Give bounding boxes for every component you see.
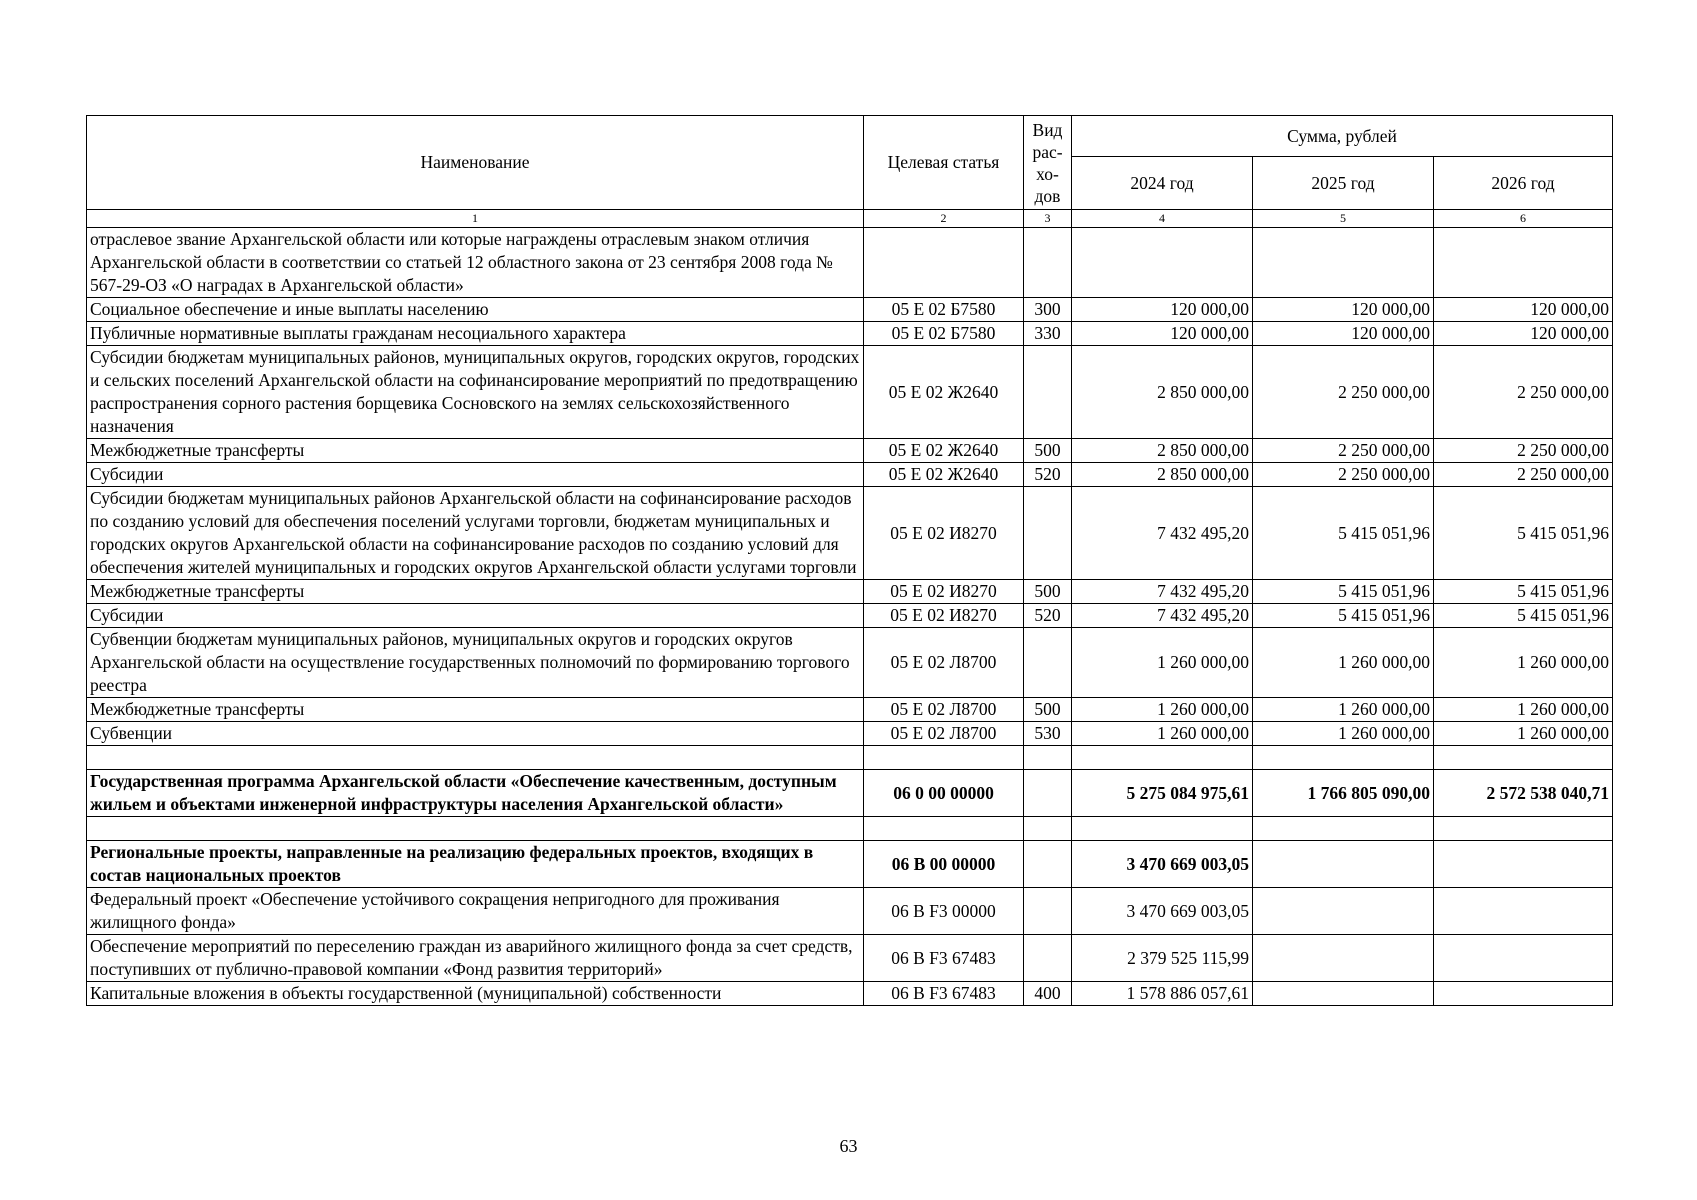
- cell-target-article: 06 В F3 67483: [864, 982, 1024, 1006]
- cell-expense-type: [1024, 841, 1072, 888]
- column-index-row: [87, 210, 1613, 228]
- cell-expense-type: [1024, 228, 1072, 298]
- header-year-2026: 2026 год: [1434, 157, 1613, 210]
- cell-target-article: 05 Е 02 Б7580: [864, 298, 1024, 322]
- page-number: 63: [839, 1136, 858, 1156]
- cell-expense-type: 300: [1024, 298, 1072, 322]
- cell-target-article: 05 Е 02 И8270: [864, 487, 1024, 580]
- cell-name: Государственная программа Архангельской области «Обеспечение качественным, доступным жильем и объектами инженерной инфраструктуры населения Архангельской области»: [87, 770, 864, 817]
- header-year-2024: 2024 год: [1072, 157, 1253, 210]
- column-index: 4: [1072, 210, 1253, 228]
- cell-sum-2024: [1072, 746, 1253, 770]
- cell-target-article: 06 В F3 00000: [864, 888, 1024, 935]
- cell-name: Субвенции: [87, 722, 864, 746]
- header-article: Целевая статья: [864, 116, 1024, 210]
- cell-expense-type: 500: [1024, 698, 1072, 722]
- cell-target-article: [864, 228, 1024, 298]
- cell-name: Социальное обеспечение и иные выплаты населению: [87, 298, 864, 322]
- column-index: 6: [1434, 210, 1613, 228]
- cell-target-article: 05 Е 02 Л8700: [864, 722, 1024, 746]
- cell-sum-2025: 2 250 000,00: [1253, 439, 1434, 463]
- cell-name: Субсидии бюджетам муниципальных районов, муниципальных округов, городских округов, городских и сельских поселений Архангельской области на софинансирование мероприятий по предотвращению распространения сорного растения борщевика Сосновского на землях сельскохозяйственного назначения: [87, 346, 864, 439]
- cell-target-article: 05 Е 02 И8270: [864, 580, 1024, 604]
- cell-sum-2024: 2 850 000,00: [1072, 346, 1253, 439]
- cell-sum-2026: 120 000,00: [1434, 298, 1613, 322]
- cell-sum-2025: [1253, 228, 1434, 298]
- cell-sum-2024: [1072, 228, 1253, 298]
- cell-sum-2025: [1253, 817, 1434, 841]
- cell-sum-2024: 7 432 495,20: [1072, 487, 1253, 580]
- cell-sum-2024: 5 275 084 975,61: [1072, 770, 1253, 817]
- cell-sum-2025: 1 260 000,00: [1253, 722, 1434, 746]
- table-row: [87, 982, 1613, 1006]
- cell-name: Межбюджетные трансферты: [87, 698, 864, 722]
- cell-expense-type: [1024, 746, 1072, 770]
- cell-sum-2025: 1 766 805 090,00: [1253, 770, 1434, 817]
- cell-target-article: 05 Е 02 Ж2640: [864, 346, 1024, 439]
- cell-sum-2026: 1 260 000,00: [1434, 698, 1613, 722]
- cell-sum-2024: 2 379 525 115,99: [1072, 935, 1253, 982]
- cell-sum-2026: [1434, 935, 1613, 982]
- table-body: [87, 228, 1613, 1006]
- cell-name: отраслевое звание Архангельской области или которые награждены отраслевым знаком отличия Архангельской области в соответствии со статьей 12 областного закона от 23 сентября 2008 года № 567-29-ОЗ «О наградах в Архангельской области»: [87, 228, 864, 298]
- cell-name: Обеспечение мероприятий по переселению граждан из аварийного жилищного фонда за счет средств, поступивших от публично-правовой компании «Фонд развития территорий»: [87, 935, 864, 982]
- cell-name: Капитальные вложения в объекты государственной (муниципальной) собственности: [87, 982, 864, 1006]
- cell-sum-2024: 1 260 000,00: [1072, 722, 1253, 746]
- cell-sum-2024: 1 260 000,00: [1072, 628, 1253, 698]
- cell-sum-2024: 1 578 886 057,61: [1072, 982, 1253, 1006]
- cell-name: Федеральный проект «Обеспечение устойчивого сокращения непригодного для проживания жилищного фонда»: [87, 888, 864, 935]
- cell-sum-2026: 1 260 000,00: [1434, 722, 1613, 746]
- column-index: 5: [1253, 210, 1434, 228]
- cell-sum-2026: 2 572 538 040,71: [1434, 770, 1613, 817]
- cell-sum-2025: [1253, 746, 1434, 770]
- cell-target-article: 05 Е 02 Б7580: [864, 322, 1024, 346]
- cell-name: Субсидии: [87, 604, 864, 628]
- cell-sum-2026: 5 415 051,96: [1434, 487, 1613, 580]
- table-row: [87, 746, 1613, 770]
- cell-sum-2024: 120 000,00: [1072, 322, 1253, 346]
- table-row: [87, 770, 1613, 817]
- cell-sum-2024: 1 260 000,00: [1072, 698, 1253, 722]
- cell-expense-type: [1024, 628, 1072, 698]
- table-row: [87, 439, 1613, 463]
- cell-expense-type: 520: [1024, 604, 1072, 628]
- table-row: [87, 935, 1613, 982]
- cell-sum-2025: [1253, 982, 1434, 1006]
- column-index: 1: [87, 210, 864, 228]
- cell-expense-type: 330: [1024, 322, 1072, 346]
- table-row: [87, 322, 1613, 346]
- cell-target-article: 06 0 00 00000: [864, 770, 1024, 817]
- cell-expense-type: [1024, 888, 1072, 935]
- cell-sum-2025: 1 260 000,00: [1253, 698, 1434, 722]
- cell-sum-2025: 2 250 000,00: [1253, 463, 1434, 487]
- table-row: [87, 722, 1613, 746]
- cell-target-article: 05 Е 02 Л8700: [864, 628, 1024, 698]
- cell-target-article: 05 Е 02 Л8700: [864, 698, 1024, 722]
- table-row: [87, 628, 1613, 698]
- cell-expense-type: 520: [1024, 463, 1072, 487]
- cell-sum-2026: [1434, 982, 1613, 1006]
- cell-name: [87, 817, 864, 841]
- header-sum: Сумма, рублей: [1072, 116, 1613, 157]
- cell-sum-2024: 3 470 669 003,05: [1072, 888, 1253, 935]
- cell-expense-type: [1024, 817, 1072, 841]
- cell-sum-2026: [1434, 841, 1613, 888]
- cell-sum-2026: [1434, 817, 1613, 841]
- cell-target-article: 05 Е 02 Ж2640: [864, 439, 1024, 463]
- cell-name: Межбюджетные трансферты: [87, 439, 864, 463]
- cell-sum-2024: 2 850 000,00: [1072, 463, 1253, 487]
- column-index: 2: [864, 210, 1024, 228]
- table-row: [87, 841, 1613, 888]
- cell-target-article: 06 В F3 67483: [864, 935, 1024, 982]
- cell-expense-type: 500: [1024, 439, 1072, 463]
- cell-sum-2025: 120 000,00: [1253, 322, 1434, 346]
- header-name: Наименование: [87, 116, 864, 210]
- cell-expense-type: [1024, 487, 1072, 580]
- cell-sum-2026: 2 250 000,00: [1434, 463, 1613, 487]
- cell-name: Субсидии бюджетам муниципальных районов Архангельской области на софинансирование расходов по созданию условий для обеспечения поселений услугами торговли, бюджетам муниципальных и городских округов Архангельской области на софинансирование расходов по созданию условий для обеспечения жителей муниципальных и городских округов Архангельской области услугами торговли: [87, 487, 864, 580]
- cell-expense-type: [1024, 770, 1072, 817]
- cell-expense-type: 500: [1024, 580, 1072, 604]
- cell-sum-2024: 2 850 000,00: [1072, 439, 1253, 463]
- cell-sum-2026: 2 250 000,00: [1434, 346, 1613, 439]
- cell-sum-2026: 120 000,00: [1434, 322, 1613, 346]
- cell-name: Субсидии: [87, 463, 864, 487]
- table-row: [87, 346, 1613, 439]
- header-expense-type: Вид рас-хо-дов: [1024, 116, 1072, 210]
- cell-sum-2025: 120 000,00: [1253, 298, 1434, 322]
- cell-expense-type: 530: [1024, 722, 1072, 746]
- cell-sum-2026: 1 260 000,00: [1434, 628, 1613, 698]
- table-row: [87, 487, 1613, 580]
- cell-expense-type: 400: [1024, 982, 1072, 1006]
- cell-sum-2024: 7 432 495,20: [1072, 580, 1253, 604]
- cell-sum-2025: 5 415 051,96: [1253, 580, 1434, 604]
- table-header: [87, 116, 1613, 228]
- cell-name: Региональные проекты, направленные на реализацию федеральных проектов, входящих в состав национальных проектов: [87, 841, 864, 888]
- table-row: [87, 698, 1613, 722]
- table-row: [87, 580, 1613, 604]
- cell-expense-type: [1024, 346, 1072, 439]
- cell-expense-type: [1024, 935, 1072, 982]
- cell-sum-2026: [1434, 888, 1613, 935]
- cell-sum-2024: 120 000,00: [1072, 298, 1253, 322]
- budget-table: [86, 115, 1613, 1006]
- cell-name: Субвенции бюджетам муниципальных районов, муниципальных округов и городских округов Архангельской области на осуществление государственных полномочий по формированию торгового реестра: [87, 628, 864, 698]
- cell-sum-2026: [1434, 746, 1613, 770]
- cell-sum-2026: [1434, 228, 1613, 298]
- column-index: 3: [1024, 210, 1072, 228]
- cell-sum-2026: 5 415 051,96: [1434, 604, 1613, 628]
- table-row: [87, 888, 1613, 935]
- cell-sum-2025: [1253, 841, 1434, 888]
- cell-target-article: [864, 746, 1024, 770]
- table-row: [87, 817, 1613, 841]
- header-year-2025: 2025 год: [1253, 157, 1434, 210]
- cell-name: Межбюджетные трансферты: [87, 580, 864, 604]
- cell-sum-2025: 5 415 051,96: [1253, 604, 1434, 628]
- table-row: [87, 463, 1613, 487]
- cell-sum-2025: 5 415 051,96: [1253, 487, 1434, 580]
- cell-target-article: 05 Е 02 И8270: [864, 604, 1024, 628]
- cell-sum-2024: 3 470 669 003,05: [1072, 841, 1253, 888]
- cell-sum-2025: [1253, 888, 1434, 935]
- cell-sum-2025: [1253, 935, 1434, 982]
- cell-target-article: 05 Е 02 Ж2640: [864, 463, 1024, 487]
- cell-target-article: [864, 817, 1024, 841]
- cell-sum-2025: 2 250 000,00: [1253, 346, 1434, 439]
- cell-sum-2026: 5 415 051,96: [1434, 580, 1613, 604]
- cell-name: Публичные нормативные выплаты гражданам несоциального характера: [87, 322, 864, 346]
- cell-sum-2026: 2 250 000,00: [1434, 439, 1613, 463]
- table-row: [87, 298, 1613, 322]
- cell-sum-2024: 7 432 495,20: [1072, 604, 1253, 628]
- table-row: [87, 228, 1613, 298]
- table-row: [87, 604, 1613, 628]
- cell-name: [87, 746, 864, 770]
- cell-sum-2025: 1 260 000,00: [1253, 628, 1434, 698]
- cell-sum-2024: [1072, 817, 1253, 841]
- cell-target-article: 06 В 00 00000: [864, 841, 1024, 888]
